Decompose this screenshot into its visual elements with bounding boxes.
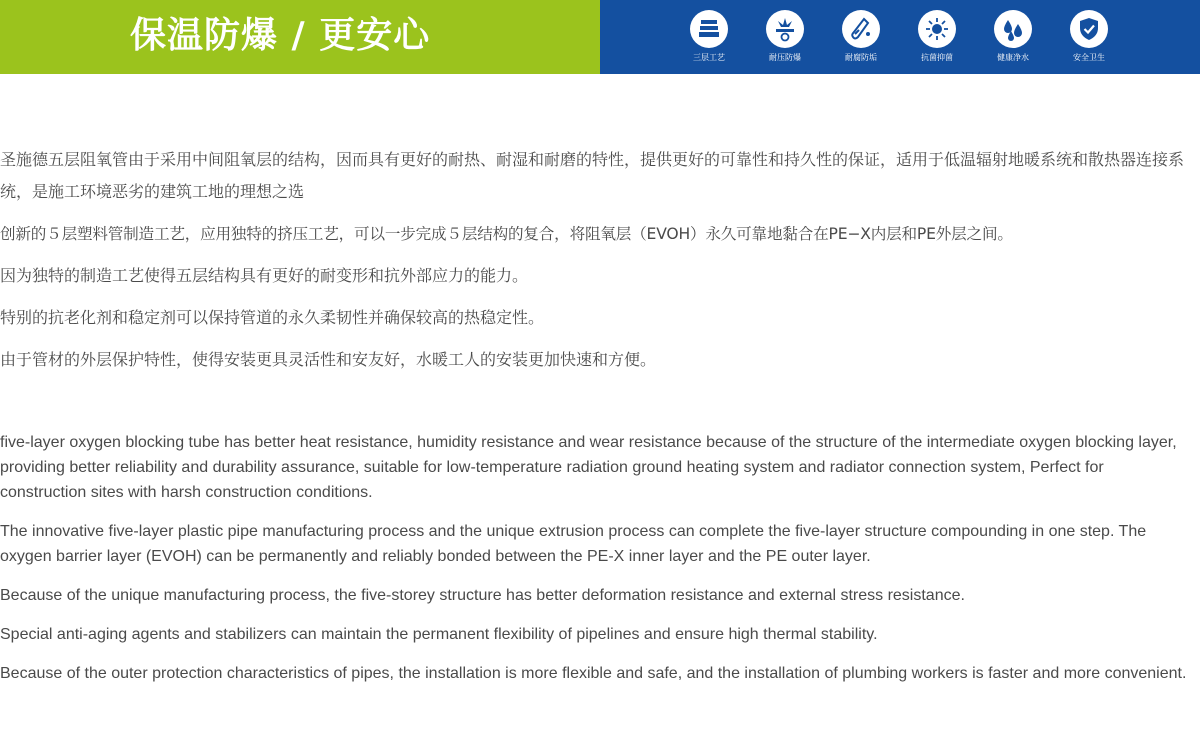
- cn-paragraph-installation: 由于管材的外层保护特性，使得安装更具灵活性和安友好，水暖工人的安装更加快速和方便。: [0, 350, 657, 369]
- layers-icon: [690, 10, 728, 48]
- description-section: [0, 144, 1190, 700]
- corrosion-scale-icon: [842, 10, 880, 48]
- feature-label: 耐压防爆: [769, 53, 801, 62]
- feature-corrosion: [823, 10, 899, 63]
- en-paragraph-installation: Because of the outer protection characteristics of pipes, the installation is more flexible and safe, and the installation of plumbing workers is faster and more convenient.: [0, 665, 1187, 682]
- antibacterial-icon: [918, 10, 956, 48]
- feature-three-layer: [671, 10, 747, 63]
- feature-icons-panel: [600, 0, 1200, 74]
- en-paragraph-process: The innovative five-layer plastic pipe manufacturing process and the unique extrusion process can complete the five-layer structure compounding in one step. The oxygen barrier layer (EVOH) can be permanently and reliably bonded between the PE-X inner layer and the PE outer layer.: [0, 523, 1147, 565]
- header-banner: [0, 0, 1200, 74]
- cn-paragraph-stability: 特别的抗老化剂和稳定剂可以保持管道的永久柔韧性并确保较高的热稳定性。: [0, 308, 545, 327]
- feature-safety: [1051, 10, 1127, 63]
- feature-pressure: [747, 10, 823, 63]
- cn-paragraph-intro: 圣施德五层阻氧管由于采用中间阻氧层的结构，因而具有更好的耐热、耐湿和耐磨的特性，提供更好的可靠性和持久性的保证，适用于低温辐射地暖系统和散热器连接系统，是施工环境恶劣的建筑工地的理想之选: [0, 150, 1185, 201]
- feature-clean-water: [975, 10, 1051, 63]
- en-paragraph-intro: five-layer oxygen blocking tube has better heat resistance, humidity resistance and wear resistance because of the structure of the intermediate oxygen blocking layer, providing better reliability and durability assurance, suitable for low-temperature radiation ground heating system and radiator connection system, Perfect for construction sites with harsh construction conditions.: [0, 434, 1177, 501]
- feature-antibacterial: [899, 10, 975, 63]
- banner-title: 保温防爆 / 更安心: [130, 15, 431, 56]
- shield-check-icon: [1070, 10, 1108, 48]
- water-drops-icon: [994, 10, 1032, 48]
- feature-label: 三层工艺: [693, 53, 725, 62]
- cn-paragraph-process: 创新的５层塑料管制造工艺，应用独特的挤压工艺，可以一步完成５层结构的复合，将阻氧层（EVOH）永久可靠地黏合在PE−X内层和PE外层之间。: [0, 225, 1013, 243]
- pressure-explosion-icon: [766, 10, 804, 48]
- banner-title-panel: [0, 0, 600, 74]
- feature-label: 耐腐防垢: [845, 53, 877, 62]
- cn-paragraph-deformation: 因为独特的制造工艺使得五层结构具有更好的耐变形和抗外部应力的能力。: [0, 266, 529, 285]
- en-paragraph-deformation: Because of the unique manufacturing process, the five-storey structure has better deformation resistance and external stress resistance.: [0, 587, 965, 604]
- feature-label: 抗菌抑菌: [921, 53, 953, 62]
- en-paragraph-stability: Special anti-aging agents and stabilizers can maintain the permanent flexibility of pipelines and ensure high thermal stability.: [0, 626, 878, 643]
- feature-label: 安全卫生: [1073, 53, 1105, 62]
- section-spacer: [0, 386, 1190, 430]
- feature-label: 健康净水: [997, 53, 1029, 62]
